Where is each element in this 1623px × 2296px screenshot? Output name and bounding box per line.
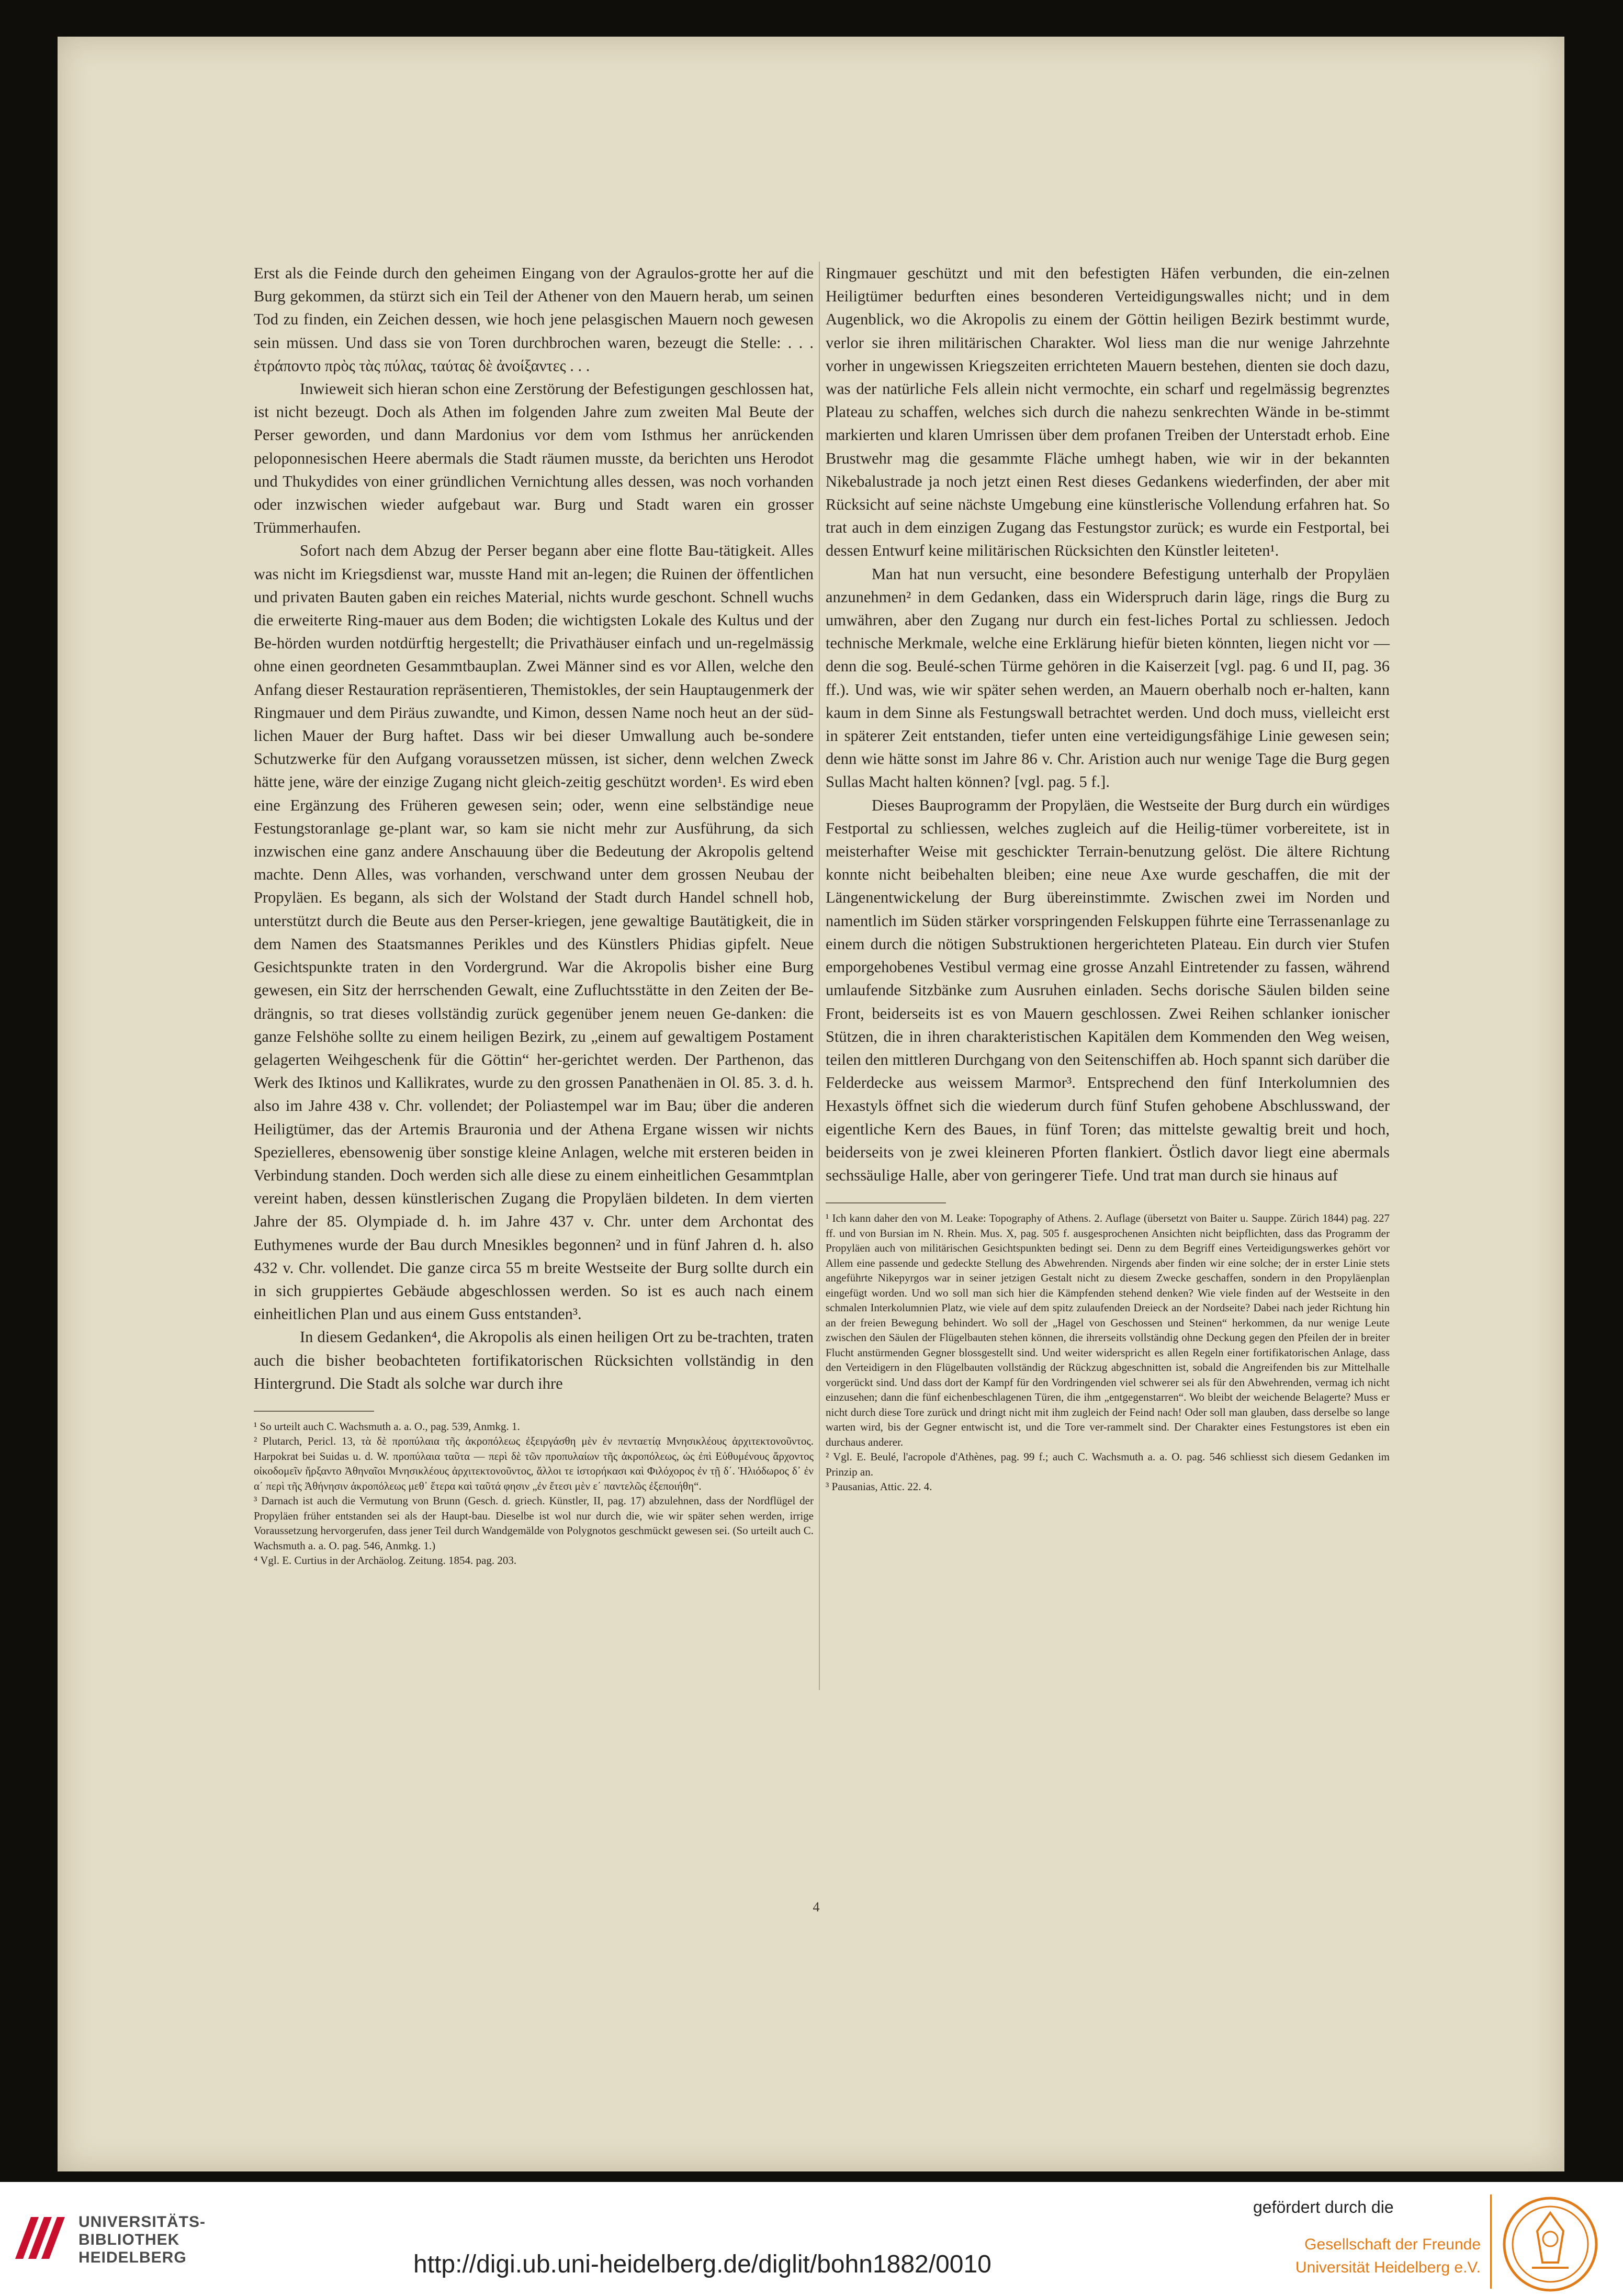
footer-separator — [1490, 2194, 1492, 2289]
page-number: 4 — [813, 1899, 820, 1915]
left-footnote-2: ² Plutarch, Pericl. 13, τὰ δὲ προπύλαια τῆς ἀκροπόλεως ἐξειργάσθη μὲν ἐν πενταετίᾳ Μνησικλέους ἀρχιτεκτονοῦντος. Harpokrat bei Suidas u. d. W. προπύλαια ταῦτα — περὶ δὲ τῶν προπυλαίων τῆς ἀκροπόλεως, ὡς ἐπὶ Εὐθυμένους ἄρχοντος οἰκοδομεῖν ἤρξαντο Ἀθηναῖοι Μνησικλέους ἀρχιτεκτονοῦντος, ἄλλοι τε ἱστορήκασι καὶ Φιλόχορος ἐν τῇ δ΄. Ἡλιόδωρος δ᾽ ἐν α΄ περὶ τῆς Ἀθήνησιν ἀκροπόλεως μεθ᾽ ἕτερα καὶ ταῦτά φησιν „ἐν ἔτεσι μὲν ε΄ παντελῶς ἐξεποιήθη“. — [254, 1435, 814, 1492]
left-paragraph-1: Erst als die Feinde durch den geheimen Eingang von der Agraulos-grotte her auf die Burg gekommen, da stürzt sich ein Teil der Athener von den Mauern herab, um seinen Tod zu finden, ein Zeichen dessen, wie hoch jene pelasgischen Mauern noch gewesen sein müssen. Und dass sie von Toren durchbrochen waren, bezeugt die Stelle: . . . ἐτράποντο πρὸς τὰς πύλας, ταύτας δὲ ἀνοίξαντες . . . — [254, 264, 814, 375]
right-paragraph-2: Man hat nun versucht, eine besondere Befestigung unterhalb der Propyläen anzunehmen² in dem Gedanken, dass ein Widerspruch darin läge, rings die Burg zu umwähren, aber den Zugang nur durch ein fest-liches Portal zu schliessen. Jedoch technische Merkmale, welche eine Erklärung hiefür bieten könnten, liegen nicht vor — denn die sog. Beulé-schen Türme gehören in die Kaiserzeit [vgl. pag. 6 und II, pag. 36 ff.). Und was, wie wir später sehen werden, an Mauern oberhalb noch er-halten, kann kaum in dem Sinne als Festungswall betrachtet werden. Und doch muss, vielleicht erst in späterer Zeit entstanden, tiefer unten eine verteidigungsfähige Linie gewesen sein; denn wie hätte sonst im Jahre 86 v. Chr. Aristion auch nur wenige Tage die Burg gegen Sullas Macht halten können? [vgl. pag. 5 f.]. — [826, 565, 1390, 791]
library-name — [78, 2213, 206, 2267]
permalink-url[interactable]: http://digi.ub.uni-heidelberg.de/diglit/bohn1882/0010 — [413, 2250, 991, 2278]
left-paragraph-2: Inwieweit sich hieran schon eine Zerstörung der Befestigungen geschlossen hat, ist nicht bezeugt. Doch als Athen im folgenden Jahre zum zweiten Mal Beute der Perser geworden, und dann Mardonius vor dem vom Isthmus her anrückenden peloponnesischen Heere abermals die Stadt räumen musste, da berichten uns Herodot und Thukydides von einer gründlichen Vernichtung alles dessen, was noch vorhanden oder inzwischen wieder aufgebaut war. Burg und Stadt waren ein grosser Trümmerhaufen. — [254, 380, 814, 537]
university-seal-icon — [1501, 2194, 1600, 2294]
right-paragraph-1: Ringmauer geschützt und mit den befestigten Häfen verbunden, die ein-zelnen Heiligtümer bedurften eines besonderen Verteidigungswalles nicht; und in dem Augenblick, wo die Akropolis zu einem der Göttin heiligen Bezirk bestimmt wurde, verlor sie ihren militärischen Charakter. Wol liess man die nur wenige Jahrzehnte vorher in ungewissen Kriegszeiten errichteten Mauern bestehen, dienten sie doch dazu, was der natürliche Fels allein nicht vermochte, ein scharf und regelmässig begrenztes Plateau zu schaffen, welches sich durch die nahezu senkrechten Wände in be-stimmt markierten und klaren Umrissen über dem profanen Treiben der Unterstadt erhob. Eine Brustwehr mag die gesammte Fläche umhegt haben, wie wir in der bekannten Nikebalustrade ja noch jetzt einen Rest dieses Gedankens wiederfinden, der aber mit Rücksicht auf seine nächste Umgebung eine künstlerische Vollendung erfahren hat. So trat auch in dem einzigen Zugang das Festungstor zurück; es wurde ein Festportal, bei dessen Entwurf keine militärischen Rücksichten den Künstler leiteten¹. — [826, 264, 1390, 560]
right-column — [826, 262, 1390, 1494]
funded-by-label: gefördert durch die — [1253, 2198, 1394, 2216]
left-paragraph-3: Sofort nach dem Abzug der Perser begann aber eine flotte Bau-tätigkeit. Alles was nicht im Kriegsdienst war, musste Hand mit an-legen; die Ruinen der öffentlichen und privaten Bauten gaben ein reiches Material, nichts wurde geschont. Schnell wuchs die erweiterte Ring-mauer aus dem Boden; die wichtigsten Lokale des Kultus und der Be-hörden wurden notdürftig hergestellt; die Privathäuser einfach und un-regelmässig ohne einen geordneten Gesammtbauplan. Zwei Männer sind es vor Allen, welche den Anfang dieser Restauration repräsentieren, Themistokles, der sein Hauptaugenmerk der Ringmauer und dem Piräus zuwandte, und Kimon, dessen Name noch heut an der süd-lichen Mauer der Burg haftet. Dass wir bei dieser Umwallung auch be-sondere Schutzwerke für den Aufgang voraussetzen müssen, ist sicher, denn welchen Zweck hätte jene, wäre der einzige Zugang nicht gleich-zeitig geschützt worden¹. Es wird eben eine Ergänzung des Früheren gewesen sein; oder, wenn eine selbständige neue Festungstoranlage ge-plant war, so kam sie nicht mehr zur Ausführung, da sich inzwischen eine ganz andere Anschauung über die Bedeutung der Akropolis geltend machte. Denn Alles, was vorhanden, verschwand unter dem grossen Neubau der Propyläen. Es begann, als sich der Wolstand der Stadt durch Handel schnell hob, unterstützt durch die Beute aus den Perser-kriegen, jene gewaltige Bautätigkeit, die in dem Namen des Staatsmannes Perikles und des Künstlers Phidias gipfelt. Neue Gesichtspunkte traten in den Vordergrund. War die Akropolis bisher eine Burg gewesen, ein Sitz der herrschenden Gewalt, eine Zufluchtsstätte in den Zeiten der Be-drängnis, so trat dieses vollständig zurück gegenüber jenem neuen Ge-danken: die ganze Felshöhe sollte zu einem heiligen Bezirk, zu „einem auf gewaltigem Postament gelagerten Weihgeschenk für die Göttin“ her-gerichtet werden. Der Parthenon, das Werk des Iktinos und Kallikrates, wurde zu den grossen Panathenäen in Ol. 85. 3. d. h. also im Jahre 438 v. Chr. vollendet; der Poliastempel war im Bau; über die anderen Heiligtümer, das der Artemis Brauronia und der Athena Ergane wissen wir nichts Spezielleres, ebensowenig über sonstige kleine Anlagen, welche mit ersteren beiden in Verbindung standen. Doch werden sich alle diese zu einem einheitlichen Gesammtplan vereint haben, dessen künstlerischen Zugang die Propyläen bildeten. In dem vierten Jahre der 85. Olympiade d. h. im Jahre 437 v. Chr. unter dem Archontat des Euthymenes wurde der Bau durch Mnesikles begonnen² und in fünf Jahren d. h. also 432 v. Chr. vollendet. Die ganze circa 55 m breite Westseite der Burg sollte durch ein in sich gruppiertes Gebäude abgeschlossen werden. So ist es auch nach einem einheitlichen Plan und aus einem Guss entstanden³. — [254, 542, 814, 1323]
footnote-divider — [254, 1411, 374, 1412]
library-name-line-2: BIBLIOTHEK — [78, 2231, 180, 2248]
left-column — [254, 262, 814, 1568]
footer-bar — [0, 2182, 1623, 2296]
scanned-page — [58, 37, 1564, 2171]
left-paragraph-4: In diesem Gedanken⁴, die Akropolis als einen heiligen Ort zu be-trachten, traten auch die bisher beobachteten fortifikatorischen Rücksichten vollständig in den Hintergrund. Die Stadt als solche war durch ihre — [254, 1328, 814, 1392]
society-name — [1261, 2233, 1481, 2279]
right-footnote-3: ³ Pausanias, Attic. 22. 4. — [826, 1480, 932, 1493]
footnote-divider — [826, 1202, 946, 1203]
left-footnote-1: ¹ So urteilt auch C. Wachsmuth a. a. O., pag. 539, Anmkg. 1. — [254, 1420, 520, 1433]
library-name-line-1: UNIVERSITÄTS- — [78, 2213, 206, 2231]
right-paragraph-3: Dieses Bauprogramm der Propyläen, die Westseite der Burg durch ein würdiges Festportal zu schliessen, welches zugleich auf die Heilig-tümer vorbereitete, ist in meisterhafter Weise mit geschickter Terrain-benutzung gelöst. Die ältere Richtung konnte nicht beibehalten bleiben; eine neue Axe wurde geschaffen, die mit der Längenentwickelung der Burg übereinstimmte. Zwischen zwei im Norden und namentlich im Süden stärker vorspringenden Felskuppen führte eine Terrassenanlage zu einem durch die nötigen Substruktionen hergerichteten Plateau. Ein durch vier Stufen emporgehobenes Vestibul vermag eine grosse Anzahl Eintretender zu fassen, während umlaufende Sitzbänke zum Ausruhen einladen. Sechs dorische Säulen bilden seine Front, beiderseits ist es von Mauern geschlossen. Zwei Reihen schlanker ionischer Stützen, die in ihren charakteristischen Kapitälen dem Kommenden den Weg weisen, teilen den mittleren Durchgang von den Seitenschiffen ab. Hoch spannt sich darüber die Felderdecke aus weissem Marmor³. Entsprechend den fünf Interkolumnien des Hexastyls öffnet sich die wiederum durch fünf Stufen gehobene Abschlusswand, der eigentliche Kern des Baues, in fünf Toren; das mittelste gewaltig breit und hoch, beiderseits von je zwei kleineren Pforten flankiert. Östlich davor liegt eine abermals sechssäulige Halle, aber von geringerer Tiefe. Und trat man durch sie hinaus auf — [826, 796, 1390, 1184]
left-footnote-4: ⁴ Vgl. E. Curtius in der Archäolog. Zeitung. 1854. pag. 203. — [254, 1554, 517, 1567]
library-logo-icon — [13, 2209, 70, 2267]
left-footnote-3: ³ Darnach ist auch die Vermutung von Brunn (Gesch. d. griech. Künstler, II, pag. 17) abzulehnen, dass der Nordflügel der Propyläen früher entstanden sei als der Haupt-bau. Dieselbe ist wol nur durch die, wie wir später sehen werden, irrige Voraussetzung hervorgerufen, dass jener Teil durch Wandgemälde von Polygnotos geschmückt gewesen sei. (So urteilt auch C. Wachsmuth a. a. O. pag. 546, Anmkg. 1.) — [254, 1494, 814, 1552]
society-name-line-1: Gesellschaft der Freunde — [1304, 2236, 1481, 2253]
right-footnote-2: ² Vgl. E. Beulé, l'acropole d'Athènes, pag. 99 f.; auch C. Wachsmuth a. a. O. pag. 546 schliesst sich diesem Gedanken im Prinzip an. — [826, 1450, 1390, 1478]
column-divider — [819, 262, 820, 1690]
society-name-line-2: Universität Heidelberg e.V. — [1295, 2259, 1481, 2276]
right-footnote-1: ¹ Ich kann daher den von M. Leake: Topography of Athens. 2. Auflage (übersetzt von Baiter u. Sauppe. Zürich 1844) pag. 227 ff. und von Bursian im N. Rhein. Mus. X, pag. 505 f. ausgesprochenen Ansichten nicht beipflichten, dass das Programm der Propyläen auch von militärischen Gesichtspunkten bedingt sei. Denn zu dem Begriff eines Verteidigungswerkes gehört vor Allem eine passende und gedeckte Stellung des Abwehrenden. Nirgends aber finden wir eine solche; der in erster Linie stets angeführte Nikepyrgos war in seiner jetzigen Gestalt nicht zu diesem Zwecke geschaffen, sondern in den Propyläenplan eingefügt worden. Und wo soll man sich hier die Kämpfenden stehend denken? Wie viele finden auf der Westseite in den schmalen Interkolumnien Platz, wie viele auf dem spitz zulaufenden Dreieck an der Nordseite? Dabei nach jeder Richtung hin an der freien Bewegung behindert. Wo soll der „Hagel von Geschossen und Steinen“ herkommen, da nur wenige Leute zwischen den Säulen der Flügelbauten stehen können, die ihrerseits vollständig ohne Deckung gegen den Pfeilen der in breiter Flucht anstürmenden Gegner blossgestellt sind. Und weiter widerspricht es allen Regeln einer fortifikatorischen Anlage, dass den Verteidigern in den Flügelbauten vollständig der Rückzug abgeschnitten ist, sobald die Angreifenden bis zur Mittelhalle vorgerückt sind. Und dass dort der Kampf für den Vordringenden viel schwerer sei als für den Abwehrenden, vermag ich nicht einzusehen; dann die fünf eichenbeschlagenen Türen, die ihm „entgegenstarren“. Wo bleibt der weichende Belagerte? Muss er nicht durch diese Tore zurück und dringt nicht mit ihm zugleich der Feind nach! Oder soll man glauben, dass derselbe so lange warten wird, bis der Gegner entwischt ist, und die Tore ver-rammelt sind. Der Charakter eines Festungstores ist eben ein durchaus anderer. — [826, 1212, 1390, 1448]
library-name-line-3: HEIDELBERG — [78, 2249, 187, 2266]
